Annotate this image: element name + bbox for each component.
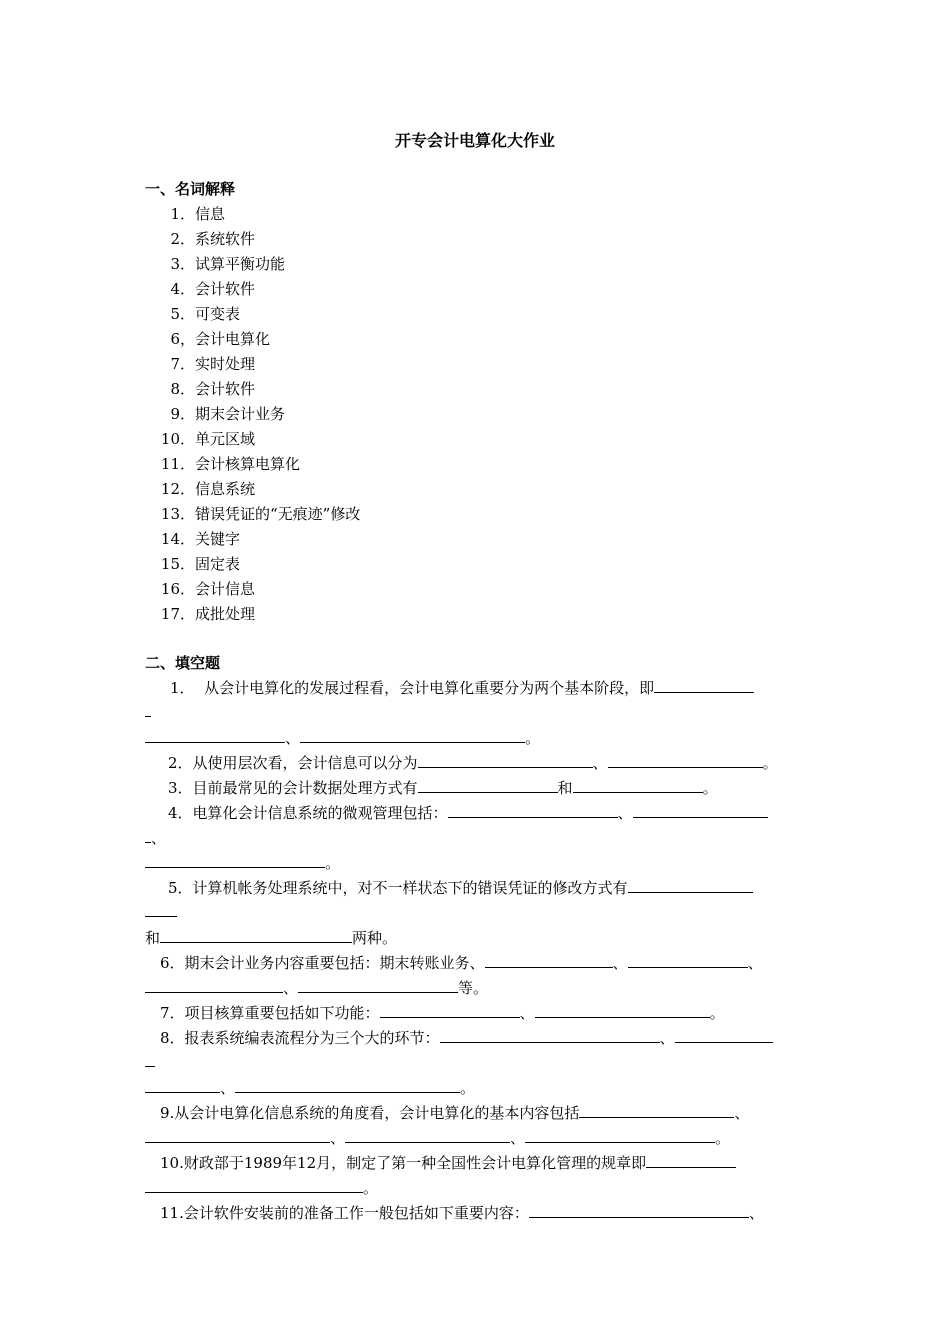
question-8-cont: 、 。 bbox=[145, 1077, 475, 1098]
question-1: 1． 从会计电算化的发展过程看，会计电算化重要分为两个基本阶段，即 bbox=[170, 677, 754, 698]
answer-blank[interactable] bbox=[535, 1003, 710, 1018]
term-number: 11． bbox=[160, 455, 195, 473]
term-number: 7． bbox=[170, 355, 195, 373]
term-item bbox=[145, 553, 240, 574]
answer-blank[interactable] bbox=[573, 778, 703, 793]
term-number: 4． bbox=[170, 280, 195, 298]
term-item bbox=[145, 303, 240, 324]
question-5-cont: 和 两种。 bbox=[145, 929, 398, 947]
question-4: 4．电算化会计信息系统的微观管理包括： 、 bbox=[168, 802, 768, 823]
answer-blank[interactable] bbox=[145, 702, 151, 717]
term-number: 8． bbox=[170, 380, 195, 398]
question-4-wrap: 、 bbox=[145, 827, 166, 848]
answer-blank[interactable] bbox=[628, 878, 753, 893]
question-9: 9.从会计电算化信息系统的角度看，会计电算化的基本内容包括 、 bbox=[160, 1104, 750, 1122]
term-text: 会计软件 bbox=[195, 280, 256, 298]
answer-blank[interactable] bbox=[608, 753, 763, 768]
question-1-wrap bbox=[145, 702, 151, 721]
term-text: 单元区域 bbox=[195, 430, 256, 448]
answer-blank[interactable] bbox=[675, 1028, 773, 1043]
question-3: 3．目前最常见的会计数据处理方式有 和 。 bbox=[168, 779, 718, 797]
term-item bbox=[145, 578, 255, 599]
answer-blank[interactable] bbox=[345, 1128, 510, 1143]
term-item bbox=[145, 603, 255, 624]
section-heading-fill-blank: 二、填空题 bbox=[145, 654, 221, 672]
section-heading-terms: 一、名词解释 bbox=[145, 180, 236, 198]
term-text: 信息系统 bbox=[195, 480, 256, 498]
answer-blank[interactable] bbox=[145, 853, 325, 868]
term-item bbox=[145, 203, 225, 224]
term-text: 会计软件 bbox=[195, 380, 256, 398]
term-number: 13． bbox=[160, 505, 195, 523]
term-text: 固定表 bbox=[195, 555, 241, 573]
term-text: 成批处理 bbox=[195, 605, 256, 623]
question-8-wrap bbox=[145, 1052, 155, 1071]
term-item bbox=[145, 353, 255, 374]
answer-blank[interactable] bbox=[529, 1203, 749, 1218]
term-number: 1． bbox=[170, 205, 195, 223]
term-number: 5． bbox=[170, 305, 195, 323]
answer-blank[interactable] bbox=[145, 978, 283, 993]
answer-blank[interactable] bbox=[485, 953, 613, 968]
term-item bbox=[145, 528, 240, 549]
answer-blank[interactable] bbox=[628, 953, 748, 968]
term-text: 试算平衡功能 bbox=[195, 255, 286, 273]
answer-blank[interactable] bbox=[235, 1078, 460, 1093]
term-text: 会计信息 bbox=[195, 580, 256, 598]
question-6-cont: 、 等。 bbox=[145, 977, 488, 998]
term-text: 实时处理 bbox=[195, 355, 256, 373]
term-number: 10． bbox=[160, 430, 195, 448]
answer-blank[interactable] bbox=[145, 1078, 220, 1093]
term-number: 17． bbox=[160, 605, 195, 623]
answer-blank[interactable] bbox=[654, 678, 754, 693]
term-item bbox=[145, 428, 255, 449]
answer-blank[interactable] bbox=[145, 1128, 330, 1143]
answer-blank[interactable] bbox=[418, 778, 558, 793]
question-5-wrap bbox=[145, 902, 177, 921]
question-9-cont: 、 、 。 bbox=[145, 1127, 730, 1148]
term-text: 可变表 bbox=[195, 305, 241, 323]
question-5: 5．计算机帐务处理系统中，对不一样状态下的错误凭证的修改方式有 bbox=[168, 877, 753, 898]
term-number: 9． bbox=[170, 405, 195, 423]
answer-blank[interactable] bbox=[145, 1178, 363, 1193]
answer-blank[interactable] bbox=[145, 728, 285, 743]
answer-blank[interactable] bbox=[145, 902, 177, 917]
term-number: 15． bbox=[160, 555, 195, 573]
term-item bbox=[145, 253, 285, 274]
answer-blank[interactable] bbox=[298, 978, 458, 993]
term-number: 2． bbox=[170, 230, 195, 248]
answer-blank[interactable] bbox=[448, 803, 618, 818]
term-item bbox=[145, 503, 360, 524]
question-7: 7．项目核算重要包括如下功能： 、 。 bbox=[160, 1004, 725, 1022]
question-8: 8．报表系统编表流程分为三个大的环节： 、 bbox=[160, 1027, 773, 1048]
question-10: 10.财政部于1989年12月，制定了第一种全国性会计电算化管理的规章即 bbox=[160, 1152, 736, 1173]
page-title: 开专会计电算化大作业 bbox=[394, 131, 555, 150]
answer-blank[interactable] bbox=[525, 1128, 715, 1143]
question-11: 11.会计软件安装前的准备工作一般包括如下重要内容： 、 bbox=[160, 1204, 764, 1222]
question-6: 6．期末会计业务内容重要包括：期末转账业务、 、 、 bbox=[160, 954, 763, 972]
answer-blank[interactable] bbox=[300, 728, 525, 743]
term-text: 系统软件 bbox=[195, 230, 256, 248]
term-text: 会计核算电算化 bbox=[195, 455, 301, 473]
answer-blank[interactable] bbox=[646, 1153, 736, 1168]
term-item bbox=[145, 403, 285, 424]
term-item bbox=[145, 478, 255, 499]
question-4-cont: 。 bbox=[145, 852, 340, 873]
term-text: 关键字 bbox=[195, 530, 241, 548]
answer-blank[interactable] bbox=[380, 1003, 520, 1018]
question-2: 2．从使用层次看，会计信息可以分为 、 。 bbox=[168, 754, 778, 772]
term-number: 16． bbox=[160, 580, 195, 598]
term-item bbox=[145, 278, 255, 299]
term-number: 6， bbox=[170, 330, 195, 348]
term-number: 3． bbox=[170, 255, 195, 273]
term-item bbox=[145, 228, 255, 249]
term-text: 期末会计业务 bbox=[195, 405, 286, 423]
term-text: 会计电算化 bbox=[195, 330, 271, 348]
answer-blank[interactable] bbox=[440, 1028, 660, 1043]
question-1-cont: 、 。 bbox=[145, 727, 540, 748]
term-text: 错误凭证的“无痕迹”修改 bbox=[195, 505, 361, 523]
answer-blank[interactable] bbox=[160, 928, 352, 943]
answer-blank[interactable] bbox=[145, 1052, 155, 1067]
term-text: 信息 bbox=[195, 205, 226, 223]
answer-blank[interactable] bbox=[579, 1103, 734, 1118]
term-item bbox=[145, 378, 255, 399]
answer-blank[interactable] bbox=[633, 803, 768, 818]
answer-blank[interactable] bbox=[418, 753, 593, 768]
term-number: 14． bbox=[160, 530, 195, 548]
term-item bbox=[145, 328, 270, 349]
term-item bbox=[145, 453, 300, 474]
term-number: 12． bbox=[160, 480, 195, 498]
question-10-cont: 。 bbox=[145, 1177, 378, 1198]
